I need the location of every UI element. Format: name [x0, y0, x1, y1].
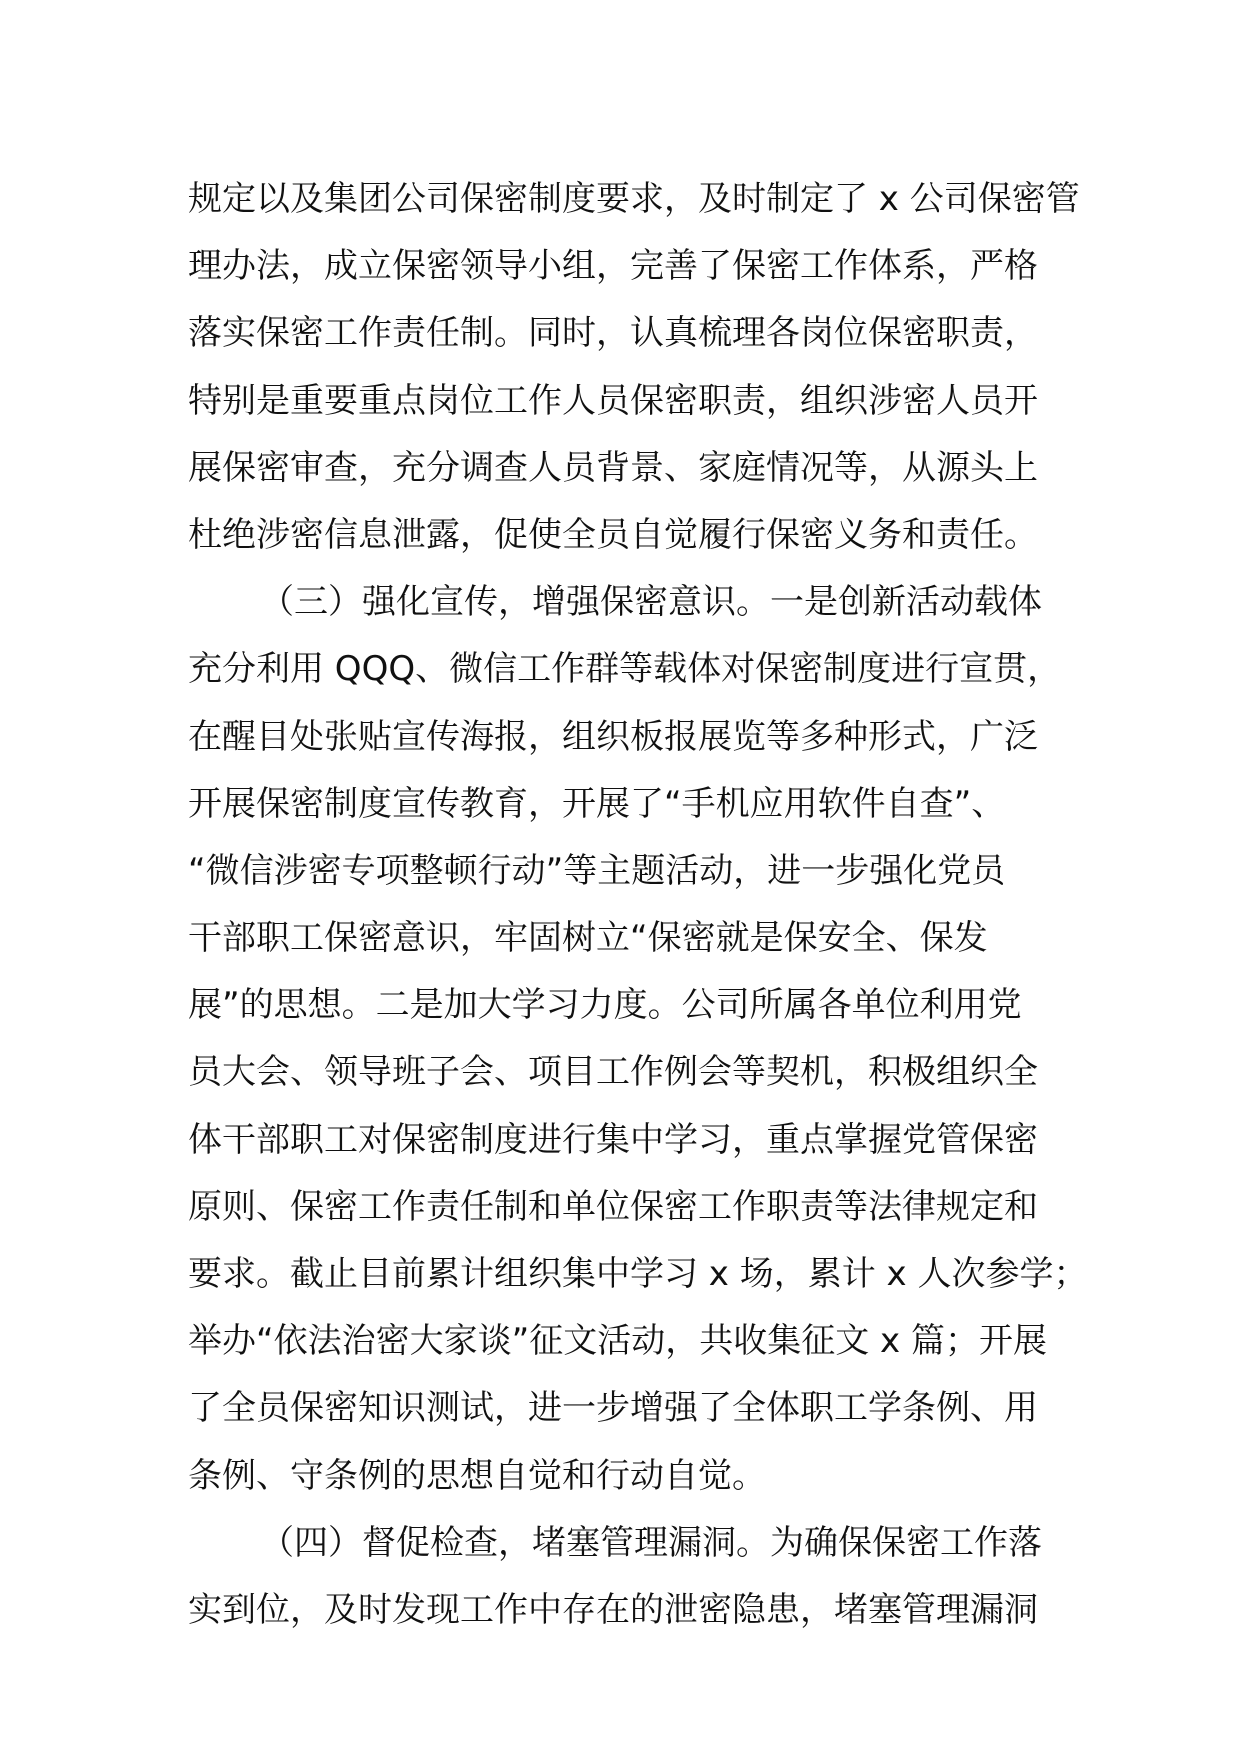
document-page [188, 166, 1088, 1644]
text-line: 落实保密工作责任制。同时，认真梳理各岗位保密职责， [188, 313, 1038, 354]
text-line: 原则、保密工作责任制和单位保密工作职责等法律规定和 [188, 1186, 1038, 1227]
text-line: 员大会、领导班子会、项目工作例会等契机，积极组织全 [188, 1052, 1038, 1093]
text-line: “微信涉密专项整顿行动”等主题活动，进一步强化党员 [188, 850, 1006, 891]
text-line: 特别是重要重点岗位工作人员保密职责，组织涉密人员开 [188, 380, 1038, 421]
text-line: 实到位，及时发现工作中存在的泄密隐患，堵塞管理漏洞 [188, 1589, 1038, 1630]
text-line: 理办法，成立保密领导小组，完善了保密工作体系，严格 [188, 246, 1038, 287]
text-line: 干部职工保密意识，牢固树立“保密就是保安全、保发 [188, 918, 988, 959]
text-line: 规定以及集团公司保密制度要求，及时制定了 x 公司保密管 [188, 179, 1080, 219]
text-line: 体干部职工对保密制度进行集中学习，重点掌握党管保密 [188, 1119, 1038, 1160]
section-heading-line: （四）督促检查，堵塞管理漏洞。为确保保密工作落 [260, 1522, 1042, 1563]
text-line: 举办“依法治密大家谈”征文活动，共收集征文 x 篇；开展 [188, 1321, 1047, 1362]
text-line: 充分利用 QQQ、微信工作群等载体对保密制度进行宣贯， [188, 649, 1062, 690]
text-line: 在醒目处张贴宣传海报，组织板报展览等多种形式，广泛 [188, 716, 1038, 757]
text-line: 条例、守条例的思想自觉和行动自觉。 [188, 1455, 766, 1496]
text-line: 展”的思想。二是加大学习力度。公司所属各单位利用党 [188, 985, 1022, 1026]
text-line: 杜绝涉密信息泄露，促使全员自觉履行保密义务和责任。 [188, 514, 1038, 555]
text-line: 要求。截止目前累计组织集中学习 x 场，累计 x 人次参学； [188, 1254, 1088, 1294]
text-line: 开展保密制度宣传教育，开展了“手机应用软件自查”、 [188, 783, 1006, 824]
text-line: 了全员保密知识测试，进一步增强了全体职工学条例、用 [188, 1388, 1038, 1429]
section-heading-line: （三）强化宣传，增强保密意识。一是创新活动载体 [260, 582, 1042, 623]
text-line: 展保密审查，充分调查人员背景、家庭情况等，从源头上 [188, 447, 1038, 488]
